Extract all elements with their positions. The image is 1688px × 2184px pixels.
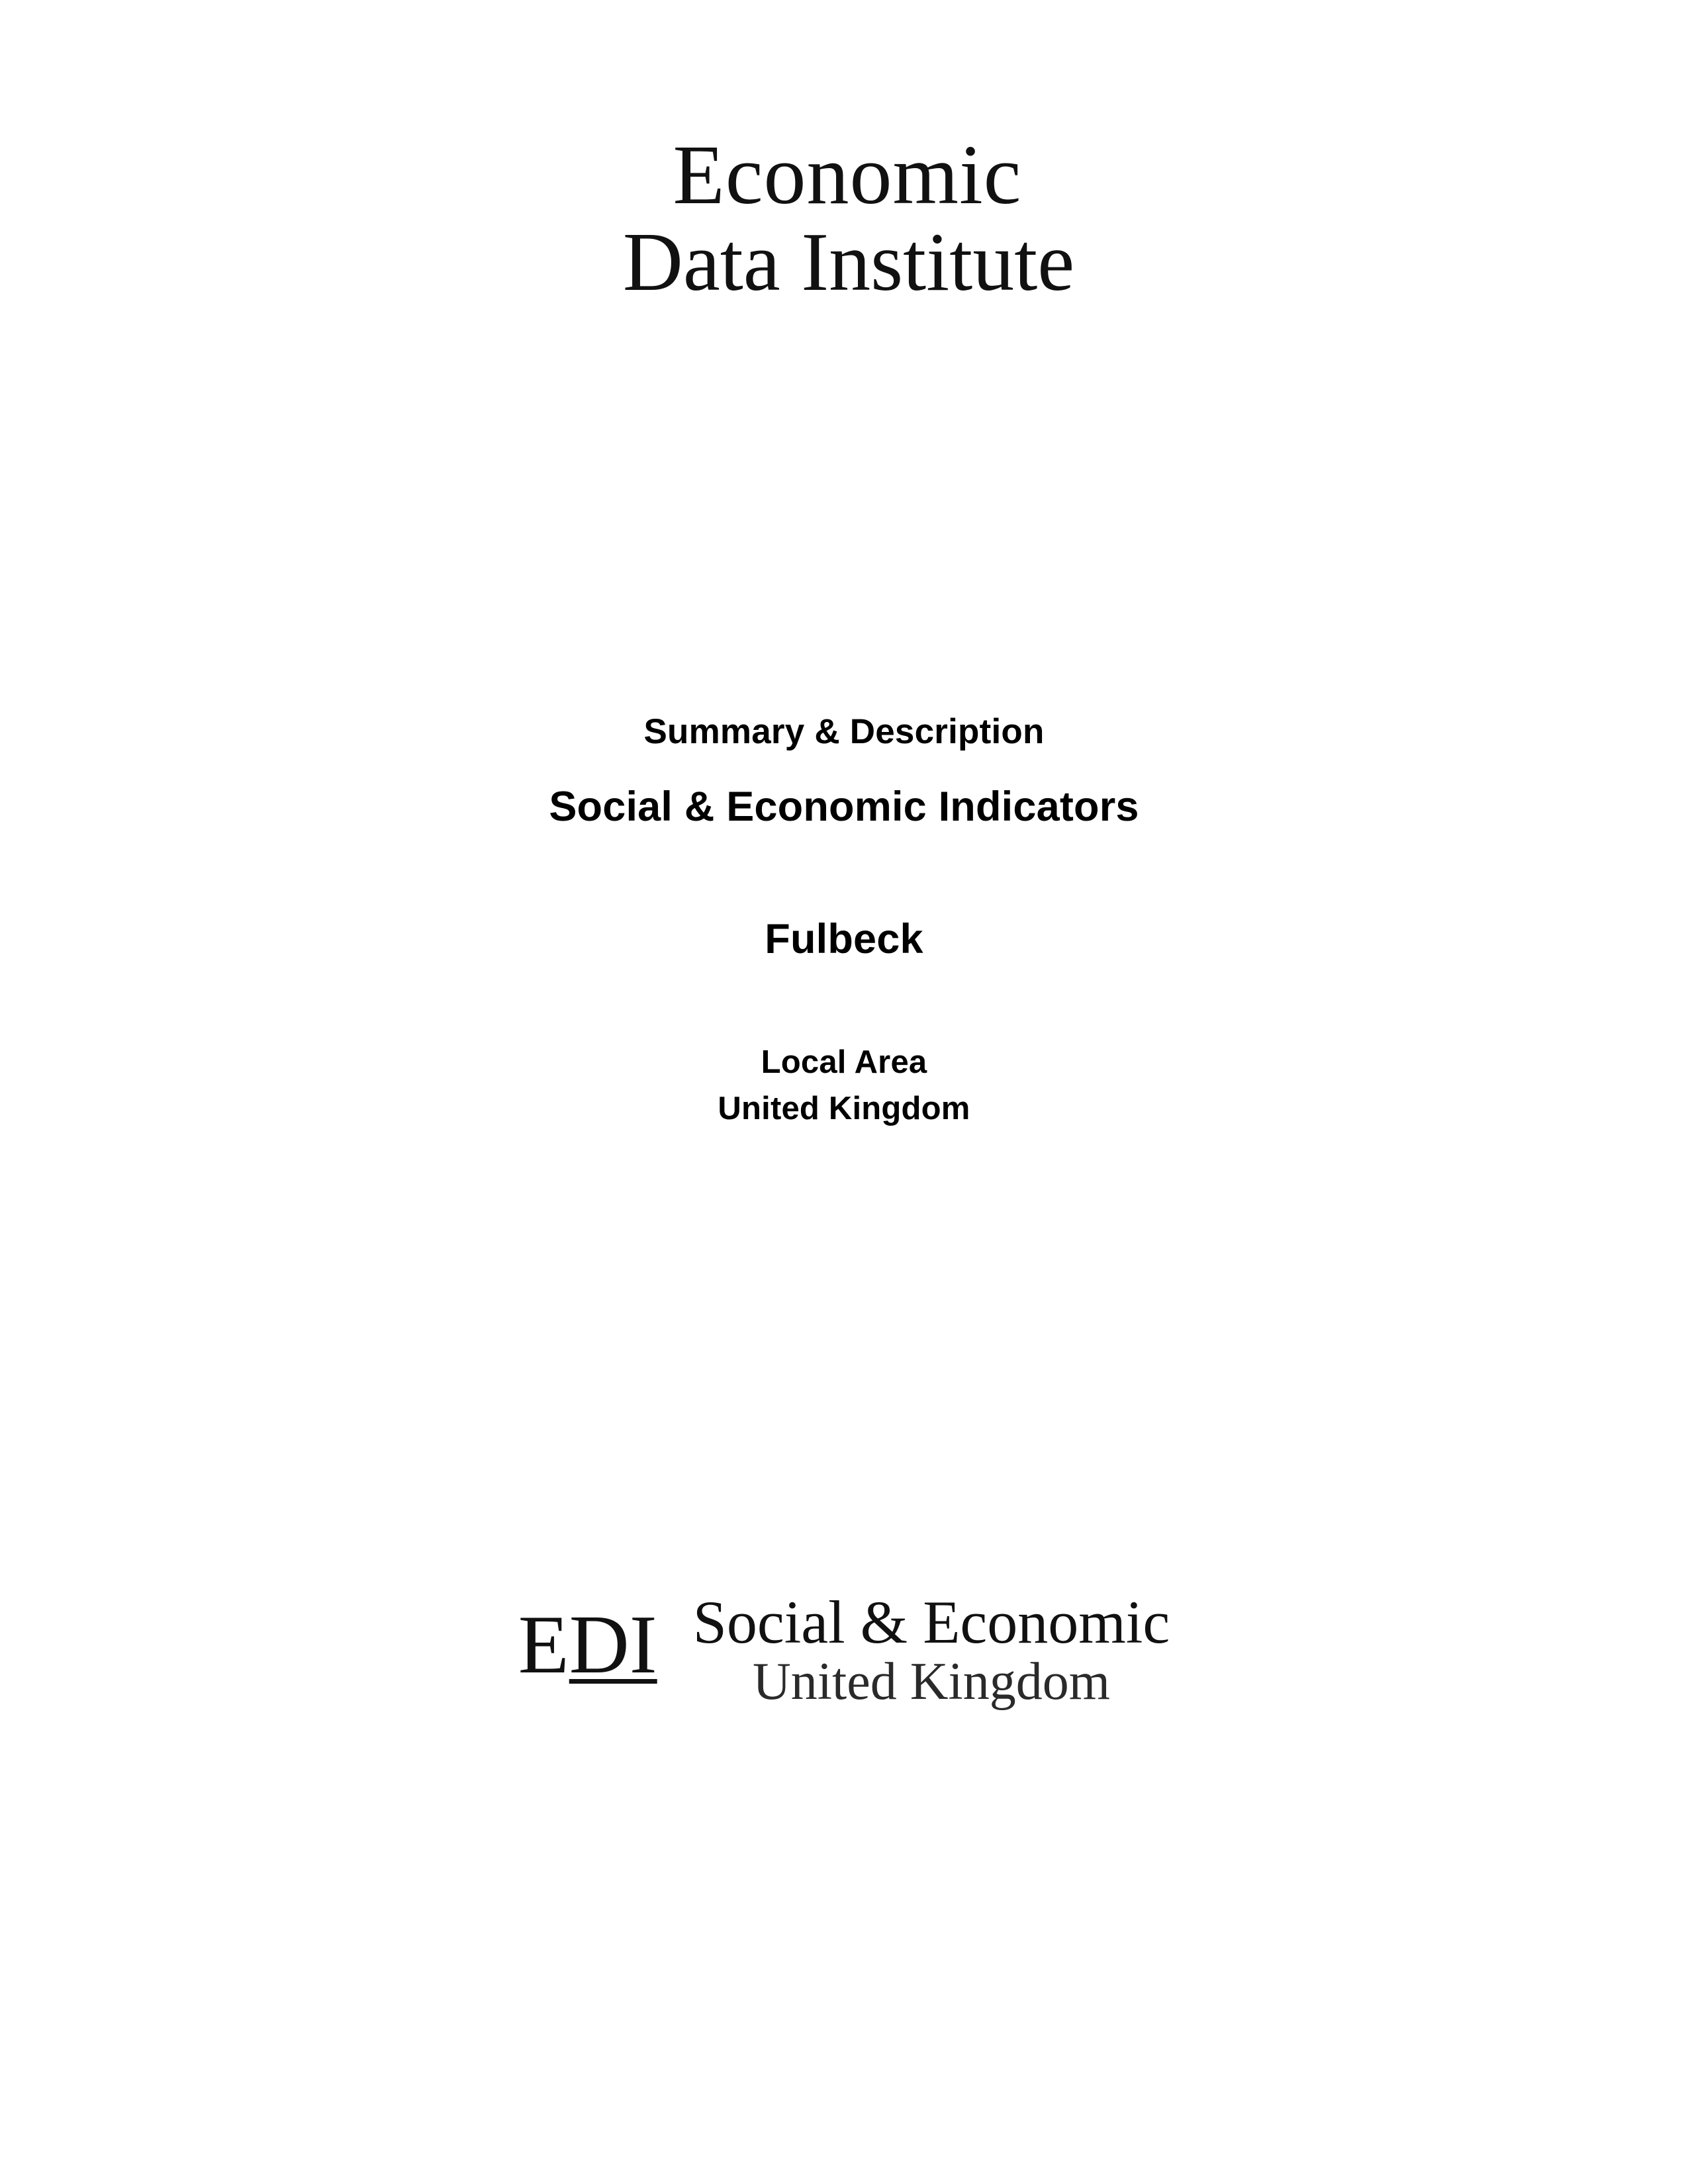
publisher-logo [0, 128, 1688, 308]
publisher-logo-line-1: Economic [673, 128, 1022, 222]
edi-wordmark-di: DI [569, 1599, 657, 1691]
title-block [0, 711, 1688, 1127]
country-name: United Kingdom [718, 1091, 970, 1126]
area-type: Local Area [761, 1044, 927, 1080]
edi-tagline-line-1: Social & Economic [692, 1588, 1170, 1656]
area-name: Fulbeck [765, 916, 923, 962]
publisher-logo-line-2: Data Institute [622, 216, 1075, 308]
report-title: Social & Economic Indicators [549, 784, 1139, 830]
report-subtitle: Summary & Description [643, 712, 1045, 751]
edi-wordmark-e: E [518, 1599, 569, 1691]
edi-tagline-line-2: United Kingdom [752, 1653, 1110, 1711]
edi-footer-logo [0, 1588, 1688, 1711]
edi-wordmark [518, 1599, 657, 1691]
edi-tagline [692, 1588, 1170, 1711]
